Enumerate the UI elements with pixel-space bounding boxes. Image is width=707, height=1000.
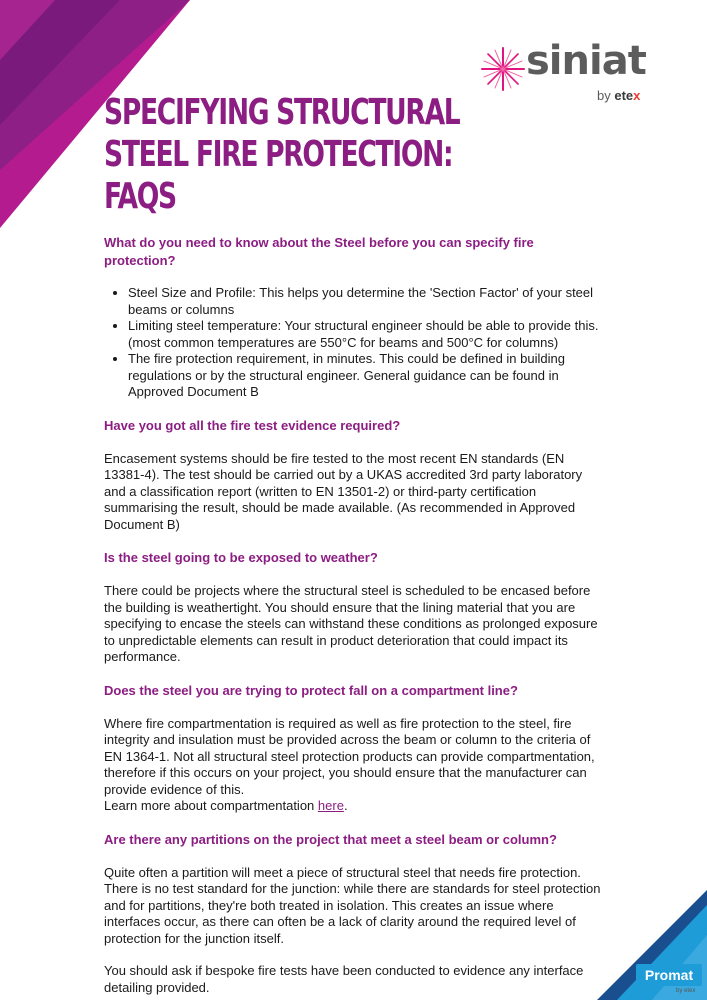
learn-more-line: Learn more about compartmentation here. [104,798,348,813]
answer-2: Encasement systems should be fire tested to the most recent EN standards (EN 13381-4). The test should be carried out by a UKAS accredited 3rd party laboratory and a classification report (written to EN 13501-2) or third-party certification summarising the result, should be made available. (As recommended in Approved Document B) [104,450,583,532]
list-item: • Steel Size and Profile: This helps you determine the 'Section Factor' of your steel beams or columns [128,285,604,318]
list-item: • Limiting steel temperature: Your structural engineer should be able to provide this. (most common temperatures are 550°C for beams and 500°C for columns) [128,318,604,351]
faq-content [104,234,604,996]
siniat-star-icon [480,46,526,92]
question-4: Does the steel you are trying to protect fall on a compartment line? [104,682,518,698]
siniat-logo [480,38,665,114]
page-title [104,92,459,218]
answer-5-followup: You should ask if bespoke fire tests have been conducted to evidence any interface detailing provided. [104,963,584,995]
title-line-3: FAQS [104,176,176,217]
answer-5: Quite often a partition will meet a piece of structural steel that needs fire protection. There is no test standard for the junction: while there are standards for steel protection and for partitions, they're both treated in isolation. This creates an issue where interfaces occur, as there can often be a lack of clarity around the required level of protection for the junction itself. [104,864,601,946]
answer-3: There could be projects where the structural steel is scheduled to be encased before the building is weathertight. You should ensure that the lining material that you are specifying to encase the steels can withstand these conditions as prolonged exposure to unpredictable elements can result in product deterioration that could impact its performance. [104,583,598,664]
by-etex-tagline: by etex [597,88,641,103]
question-3: Is the steel going to be exposed to weather? [104,550,378,565]
siniat-wordmark: siniat [526,38,646,84]
question-5: Are there any partitions on the project that meet a steel beam or column? [104,831,557,847]
question-2: Have you got all the fire test evidence required? [104,417,401,433]
steel-info-list [104,285,604,401]
title-line-1: SPECIFYING STRUCTURAL [104,92,460,133]
compartmentation-link[interactable]: here [317,798,344,813]
promat-logo: Promat [636,964,702,986]
list-item: • The fire protection requirement, in minutes. This could be defined in building regulations or by the structural engineer. General guidance can be found in Approved Document B [128,351,604,401]
title-line-2: STEEL FIRE PROTECTION: [104,134,453,175]
answer-4: Where fire compartmentation is required as well as fire protection to the steel, fire integrity and insulation must be provided across the beam or column to the criteria of EN 1364-1. Not all structural steel protection products can provide compartmentation, therefore if this occurs on your project, you should ensure that the manufacturer can provide evidence of this. [104,715,595,797]
question-1: What do you need to know about the Steel before you can specify fire protection? [104,235,534,268]
promat-by-etex: by etex [676,988,696,994]
